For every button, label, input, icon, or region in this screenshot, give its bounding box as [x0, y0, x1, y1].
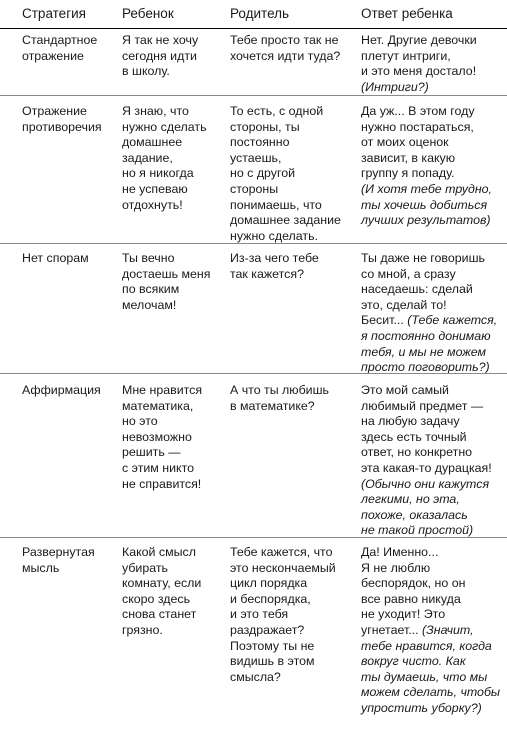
cell-text: наседаешь: сделай	[361, 282, 473, 297]
cell-text: просто поговорить?)	[361, 360, 490, 375]
cell-line: не справится!	[122, 476, 202, 491]
cell-text: (Интриги?)	[361, 79, 429, 94]
cell-line: Я так не хочу	[122, 33, 199, 47]
cell-line	[361, 251, 504, 267]
cell-line: Аффирмация	[22, 383, 101, 397]
answer-cell	[361, 251, 504, 376]
cell-line: и беспорядка,	[230, 591, 311, 606]
cell-line	[361, 198, 504, 214]
answer-cell	[361, 33, 504, 95]
cell-text: можем сделать, чтобы	[361, 685, 501, 700]
cell-text: Да! Именно...	[361, 545, 439, 559]
strategy-cell	[22, 545, 112, 576]
cell-line: нужно сделать	[122, 119, 207, 134]
cell-text: легкими, но эта,	[361, 492, 460, 507]
cell-text: здесь есть точный	[361, 429, 467, 444]
cell-text: все равно никуда	[361, 591, 461, 606]
cell-text: Да уж... В этом году	[361, 104, 475, 118]
cell-line: Я знаю, что	[122, 104, 189, 118]
cell-text: это, сделай то!	[361, 297, 447, 312]
cell-line: отдохнуть!	[122, 197, 183, 212]
cell-line: Нет спорам	[22, 251, 89, 265]
cell-line: стороны, ты	[230, 119, 300, 134]
cell-line	[361, 120, 504, 136]
parent-cell	[230, 33, 350, 64]
cell-line: невозможно	[122, 429, 192, 444]
cell-line: А что ты любишь	[230, 383, 329, 397]
cell-line	[361, 492, 504, 508]
cell-line: но с другой	[230, 166, 296, 181]
cell-text-italic: (Тебе кажется,	[407, 313, 498, 328]
cell-line: грязно.	[122, 622, 163, 637]
cell-text: я постоянно донимаю	[361, 328, 491, 343]
cell-line: и это тебя	[230, 607, 289, 622]
cell-line: это нескончаемый	[230, 560, 336, 575]
row-divider	[0, 373, 507, 374]
parent-cell	[230, 545, 350, 685]
cell-line	[361, 445, 504, 461]
cell-line	[361, 430, 504, 446]
row-divider	[0, 95, 507, 96]
cell-line: Мне нравится	[122, 383, 203, 397]
cell-line: не успеваю	[122, 181, 188, 196]
cell-line: Тебе просто так не	[230, 33, 339, 47]
child-cell	[122, 33, 218, 80]
cell-text: угнетает...	[361, 622, 423, 637]
cell-line: математика,	[122, 398, 194, 413]
cell-line: но я никогда	[122, 166, 194, 181]
cell-line	[361, 282, 504, 298]
strategy-cell	[22, 104, 112, 135]
cell-line: Развернутая	[22, 545, 95, 559]
cell-line	[361, 461, 504, 477]
cell-line	[361, 345, 504, 361]
parent-cell	[230, 251, 350, 282]
cell-line: Из-за чего тебе	[230, 251, 319, 265]
cell-line	[361, 561, 504, 577]
cell-line: сегодня идти	[122, 48, 197, 63]
cell-text: Это мой самый	[361, 383, 449, 397]
cell-text: не уходит! Это	[361, 607, 446, 622]
cell-line: видишь в этом	[230, 654, 315, 669]
cell-line	[361, 213, 504, 229]
cell-text: тебе нравится, когда	[361, 638, 492, 653]
cell-line	[361, 267, 504, 283]
cell-line	[361, 135, 504, 151]
cell-line: То есть, с одной	[230, 104, 324, 118]
cell-line	[361, 80, 504, 96]
cell-line	[361, 639, 504, 655]
row-divider	[0, 537, 507, 538]
cell-line: домашнее задание	[230, 213, 341, 228]
cell-line	[361, 399, 504, 415]
cell-line: нужно сделать.	[230, 228, 318, 243]
cell-text: упростить уборку?)	[361, 700, 482, 715]
cell-line	[361, 545, 504, 561]
cell-line: противоречия	[22, 119, 102, 134]
cell-line: постоянно	[230, 135, 290, 150]
cell-line	[361, 623, 504, 639]
cell-line: домашнее	[122, 135, 183, 150]
cell-text: любимый предмет —	[361, 398, 484, 413]
cell-line: комнату, если	[122, 576, 202, 591]
cell-line	[361, 33, 504, 49]
cell-text: (И хотя тебе трудно,	[361, 181, 492, 196]
header-parent: Родитель	[230, 6, 290, 21]
cell-line: задание,	[122, 150, 173, 165]
cell-line: смысла?	[230, 669, 281, 684]
cell-text: Бесит...	[361, 313, 408, 328]
cell-text: и это меня достало!	[361, 64, 477, 79]
cell-line: скоро здесь	[122, 591, 191, 606]
cell-text: Я не люблю	[361, 560, 431, 575]
answer-cell	[361, 545, 504, 717]
cell-line: Отражение	[22, 104, 87, 118]
cell-text: ты думаешь, что мы	[361, 669, 488, 684]
cell-line: цикл порядка	[230, 576, 308, 591]
cell-text: Ты даже не говоришь	[361, 251, 485, 265]
cell-text: вокруг чисто. Как	[361, 654, 466, 669]
cell-line: в школу.	[122, 64, 170, 79]
cell-line	[361, 104, 504, 120]
cell-line: мысль	[22, 560, 60, 575]
cell-line: достаешь меня	[122, 266, 211, 281]
cell-line	[361, 182, 504, 198]
cell-text: беспорядок, но он	[361, 576, 466, 591]
cell-line: хочется идти туда?	[230, 48, 341, 63]
cell-text: зависит, в какую	[361, 150, 456, 165]
cell-line	[361, 654, 504, 670]
cell-text: похоже, оказалась	[361, 507, 468, 522]
cell-text: от моих оценок	[361, 135, 449, 150]
cell-line: мелочам!	[122, 297, 177, 312]
cell-text: тебя, и мы не можем	[361, 344, 486, 359]
header-child-answer: Ответ ребенка	[361, 6, 453, 21]
parent-cell	[230, 383, 350, 414]
cell-line: с этим никто	[122, 460, 194, 475]
header-strategy: Стратегия	[22, 6, 86, 21]
cell-line	[361, 414, 504, 430]
table-header	[0, 0, 507, 29]
cell-line: Тебе кажется, что	[230, 545, 333, 559]
child-cell	[122, 251, 218, 313]
cell-line	[361, 49, 504, 65]
cell-line	[361, 298, 504, 314]
cell-line	[361, 166, 504, 182]
cell-text: ответ, но конкретно	[361, 445, 473, 460]
answer-cell	[361, 383, 504, 539]
cell-line	[361, 477, 504, 493]
cell-line: по всяким	[122, 282, 180, 297]
cell-line	[361, 313, 504, 329]
cell-text-italic: (Значит,	[422, 622, 474, 637]
cell-text: не такой простой)	[361, 523, 474, 538]
cell-text: Нет. Другие девочки	[361, 33, 477, 47]
cell-line	[361, 576, 504, 592]
cell-line: убирать	[122, 560, 168, 575]
strategy-cell	[22, 383, 112, 399]
cell-text: нужно постараться,	[361, 119, 474, 134]
cell-line: но это	[122, 414, 158, 429]
cell-line: стороны	[230, 181, 279, 196]
cell-line	[361, 383, 504, 399]
cell-line	[361, 685, 504, 701]
cell-text: эта какая-то дурацкая!	[361, 460, 492, 475]
strategy-cell	[22, 251, 112, 267]
child-cell	[122, 545, 218, 639]
cell-text: на любую задачу	[361, 414, 460, 429]
cell-line: раздражает?	[230, 622, 305, 637]
cell-line	[361, 64, 504, 80]
cell-line	[361, 670, 504, 686]
cell-text: (Обычно они кажутся	[361, 476, 490, 491]
row-divider	[0, 243, 507, 244]
cell-text: со мной, а сразу	[361, 266, 456, 281]
cell-line: Какой смысл	[122, 545, 196, 559]
cell-line: Поэтому ты не	[230, 638, 315, 653]
cell-line: понимаешь, что	[230, 197, 322, 212]
cell-line: отражение	[22, 48, 84, 63]
cell-text: группу я попаду.	[361, 166, 455, 181]
header-child: Ребенок	[122, 6, 174, 21]
cell-line: снова станет	[122, 607, 197, 622]
cell-line	[361, 701, 504, 717]
cell-text: ты хочешь добиться	[361, 197, 488, 212]
cell-line: решить —	[122, 445, 181, 460]
cell-text: плетут интриги,	[361, 48, 451, 63]
parent-cell	[230, 104, 350, 244]
cell-line: устаешь,	[230, 150, 282, 165]
cell-line: Стандартное	[22, 33, 98, 47]
cell-line	[361, 151, 504, 167]
child-cell	[122, 383, 218, 492]
cell-line: в математике?	[230, 398, 315, 413]
cell-line: так кажется?	[230, 266, 304, 281]
cell-line	[361, 607, 504, 623]
answer-cell	[361, 104, 504, 229]
cell-line: Ты вечно	[122, 251, 175, 265]
cell-line	[361, 592, 504, 608]
strategy-cell	[22, 33, 112, 64]
cell-line	[361, 508, 504, 524]
cell-line	[361, 329, 504, 345]
cell-text: лучших результатов)	[361, 213, 491, 228]
child-cell	[122, 104, 218, 213]
